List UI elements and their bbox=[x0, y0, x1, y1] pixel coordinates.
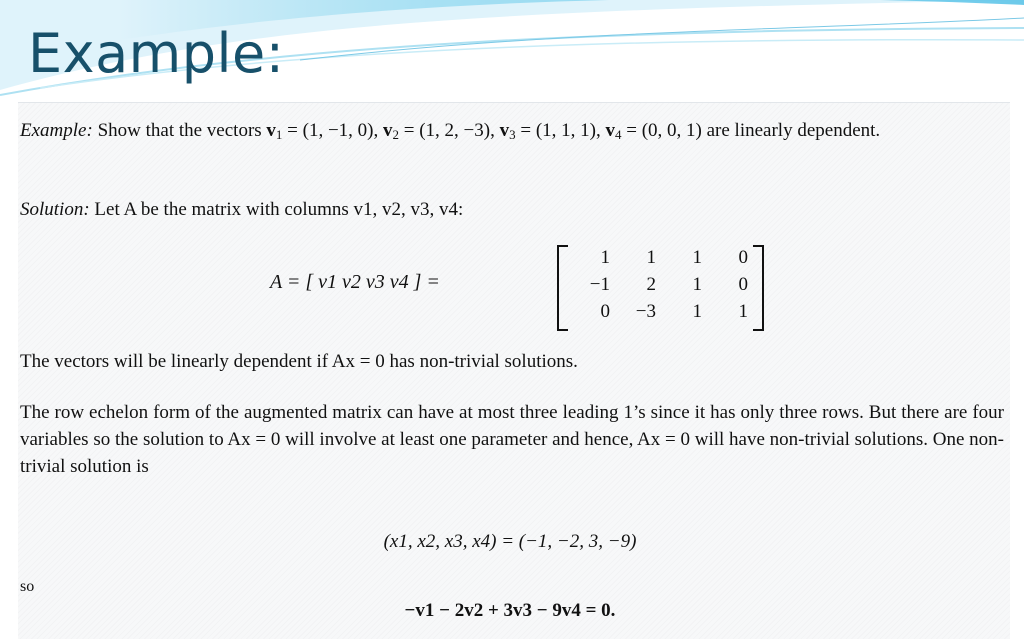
slide-title: Example: bbox=[28, 22, 285, 85]
solution-text: Let A be the matrix with columns v1, v2, v3, v4: bbox=[94, 199, 464, 220]
example-paragraph: Example: Show that the vectors $v_1 = (1$, −1, 0), $v_2 = (1$, 2, −3), $v_3 = (1$, 1, 1), $v_4 = (0$, 0, 1) are linearly dependent. bbox=[20, 120, 881, 142]
matrix-cell: 1 bbox=[646, 247, 656, 268]
solution-paragraph bbox=[20, 196, 1004, 223]
matrix-bracket-right bbox=[753, 245, 764, 331]
solution-label: Solution: bbox=[20, 199, 90, 220]
vector-sub-3: 3 bbox=[509, 127, 516, 142]
vector-name-3: v bbox=[499, 120, 510, 141]
vector-sub-4: 4 bbox=[614, 127, 622, 142]
vector-name-2: v bbox=[383, 120, 393, 141]
so-word: so bbox=[20, 578, 35, 595]
vector-sub-1: 1 bbox=[275, 127, 283, 142]
vector-value-2: (1, 2, −3) bbox=[419, 120, 491, 141]
matrix-entries bbox=[570, 247, 754, 328]
vector-value-4: (0, 0, 1) bbox=[641, 120, 702, 141]
vector-sub-2: 2 bbox=[392, 127, 400, 142]
example-tail: are linearly dependent. bbox=[706, 120, 881, 141]
matrix-cell: −3 bbox=[635, 301, 656, 322]
matrix-cell: 1 bbox=[738, 301, 748, 322]
statement-paragraph: The vectors will be linearly dependent if Ax = 0 has non-trivial solutions. bbox=[20, 351, 578, 372]
matrix-cell: 0 bbox=[738, 247, 748, 268]
matrix-cell: −1 bbox=[589, 274, 610, 295]
reasoning-paragraph: The row echelon form of the augmented matrix can have at most three leading 1’s since it has only three rows. But there are four variables so the solution to Ax = 0 will involve at least one parameter and hence, Ax = 0 will have non-trivial solutions. One non-trivial solution is bbox=[20, 402, 1004, 477]
vector-name-1: v bbox=[266, 120, 276, 141]
matrix-cell: 0 bbox=[738, 274, 748, 295]
matrix-cell: 1 bbox=[692, 247, 702, 268]
example-label: Example: bbox=[20, 120, 93, 141]
final-equation: −v1 − 2v2 + 3v3 − 9v4 = 0. bbox=[404, 600, 616, 621]
vector-value-3: (1, 1, 1) bbox=[535, 120, 596, 141]
matrix-bracket-left bbox=[557, 245, 568, 331]
matrix-cell: 0 bbox=[600, 301, 610, 322]
matrix-cell: 2 bbox=[646, 274, 656, 295]
vector-value-1: (1, −1, 0) bbox=[302, 120, 374, 141]
matrix-cell: 1 bbox=[692, 274, 702, 295]
solution-tuple: (x1, x2, x3, x4) = (−1, −2, 3, −9) bbox=[383, 531, 637, 552]
matrix-cell: 1 bbox=[692, 301, 702, 322]
vector-name-4: v bbox=[605, 120, 615, 141]
example-text: Show that the vectors bbox=[97, 120, 262, 141]
content-panel bbox=[18, 102, 1010, 639]
matrix-lhs: A = [ v1 v2 v3 v4 ] = bbox=[270, 271, 440, 293]
matrix-equation bbox=[270, 241, 770, 331]
matrix-cell: 1 bbox=[600, 247, 610, 268]
